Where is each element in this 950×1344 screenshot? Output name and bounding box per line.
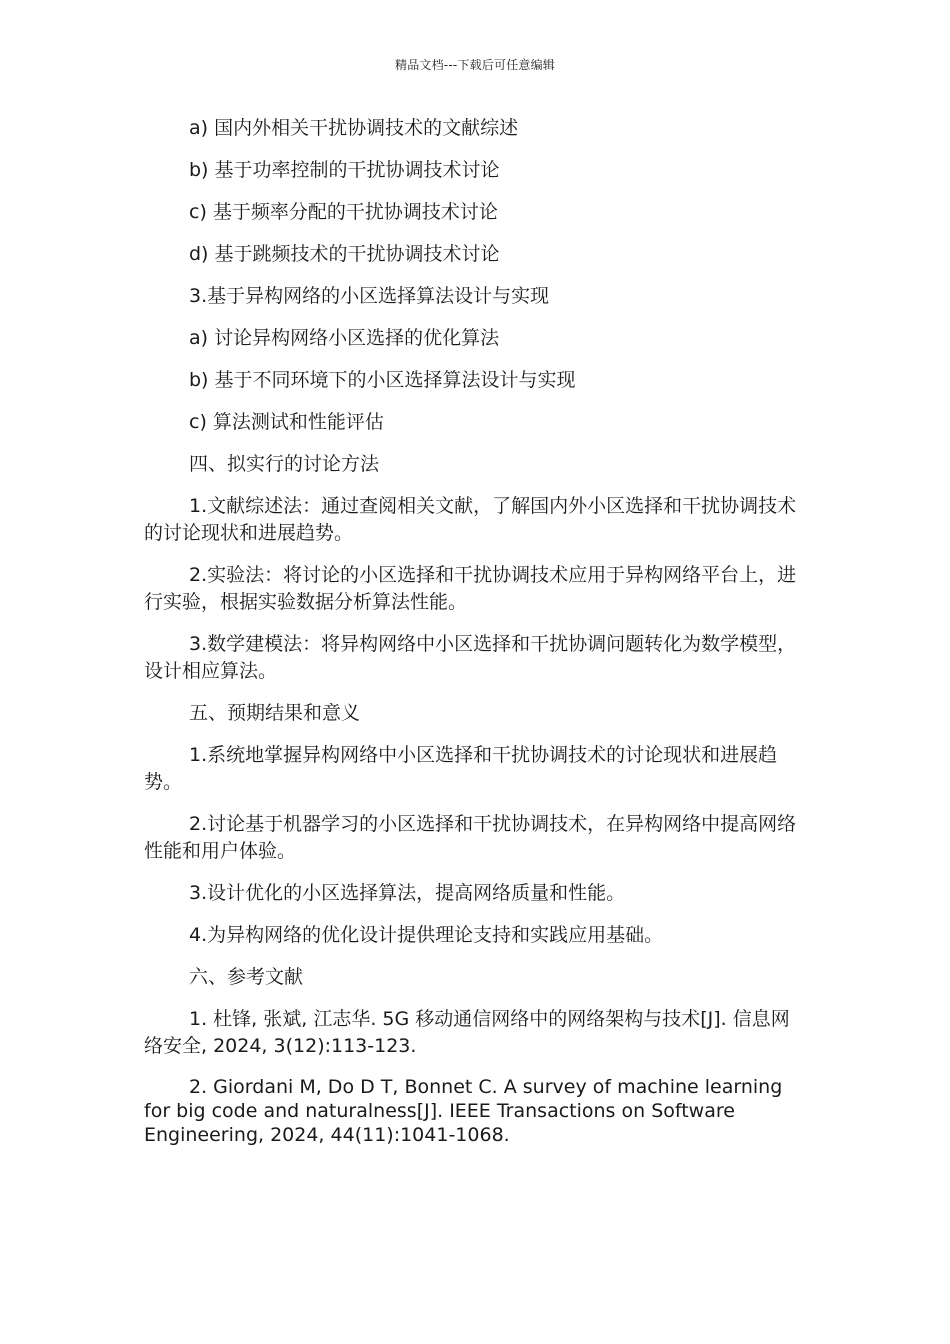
paragraph-literature-method: 1.文献综述法：通过查阅相关文献，了解国内外小区选择和干扰协调技术的讨论现状和进展趋势。 — [144, 495, 797, 544]
page-header: 精品文档---下载后可任意编辑 — [395, 58, 555, 72]
paragraph-result-1: 1.系统地掌握异构网络中小区选择和干扰协调技术的讨论现状和进展趋势。 — [144, 744, 778, 793]
paragraph-result-2: 2.讨论基于机器学习的小区选择和干扰协调技术，在异构网络中提高网络性能和用户体验。 — [144, 813, 797, 862]
reference-1: 1. 杜锋, 张斌, 江志华. 5G 移动通信网络中的网络架构与技术[J]. 信息网络安全, 2024, 3(12):113-123. — [144, 1008, 790, 1057]
paragraph-algorithm-testing: c) 算法测试和性能评估 — [189, 411, 384, 433]
paragraph-result-4: 4.为异构网络的优化设计提供理论支持和实践应用基础。 — [189, 924, 664, 946]
paragraph-experiment-method: 2.实验法：将讨论的小区选择和干扰协调技术应用于异构网络平台上，进行实验，根据实验数据分析算法性能。 — [144, 564, 797, 613]
paragraph-optimization-algorithm: a) 讨论异构网络小区选择的优化算法 — [189, 327, 500, 349]
section-heading-results: 五、预期结果和意义 — [189, 702, 361, 724]
section-heading-references: 六、参考文献 — [189, 966, 304, 988]
paragraph-power-control: b) 基于功率控制的干扰协调技术讨论 — [189, 159, 500, 181]
paragraph-modeling-method: 3.数学建模法：将异构网络中小区选择和干扰协调问题转化为数学模型，设计相应算法。 — [144, 633, 797, 682]
reference-2: 2. Giordani M, Do D T, Bonnet C. A survey of machine learning for big code and naturalness[J]. IEEE Transactions on Software Engineering, 2024, 44(11):1041-1068. — [144, 1076, 783, 1146]
section-heading-methods: 四、拟实行的讨论方法 — [189, 453, 380, 475]
document-body — [144, 115, 804, 1162]
paragraph-cell-selection-design: 3.基于异构网络的小区选择算法设计与实现 — [189, 285, 550, 307]
paragraph-environment-design: b) 基于不同环境下的小区选择算法设计与实现 — [189, 369, 576, 391]
paragraph-frequency-hopping: d) 基于跳频技术的干扰协调技术讨论 — [189, 243, 500, 265]
paragraph-lit-review: a) 国内外相关干扰协调技术的文献综述 — [189, 117, 519, 139]
paragraph-result-3: 3.设计优化的小区选择算法，提高网络质量和性能。 — [189, 882, 626, 904]
paragraph-frequency-allocation: c) 基于频率分配的干扰协调技术讨论 — [189, 201, 498, 223]
